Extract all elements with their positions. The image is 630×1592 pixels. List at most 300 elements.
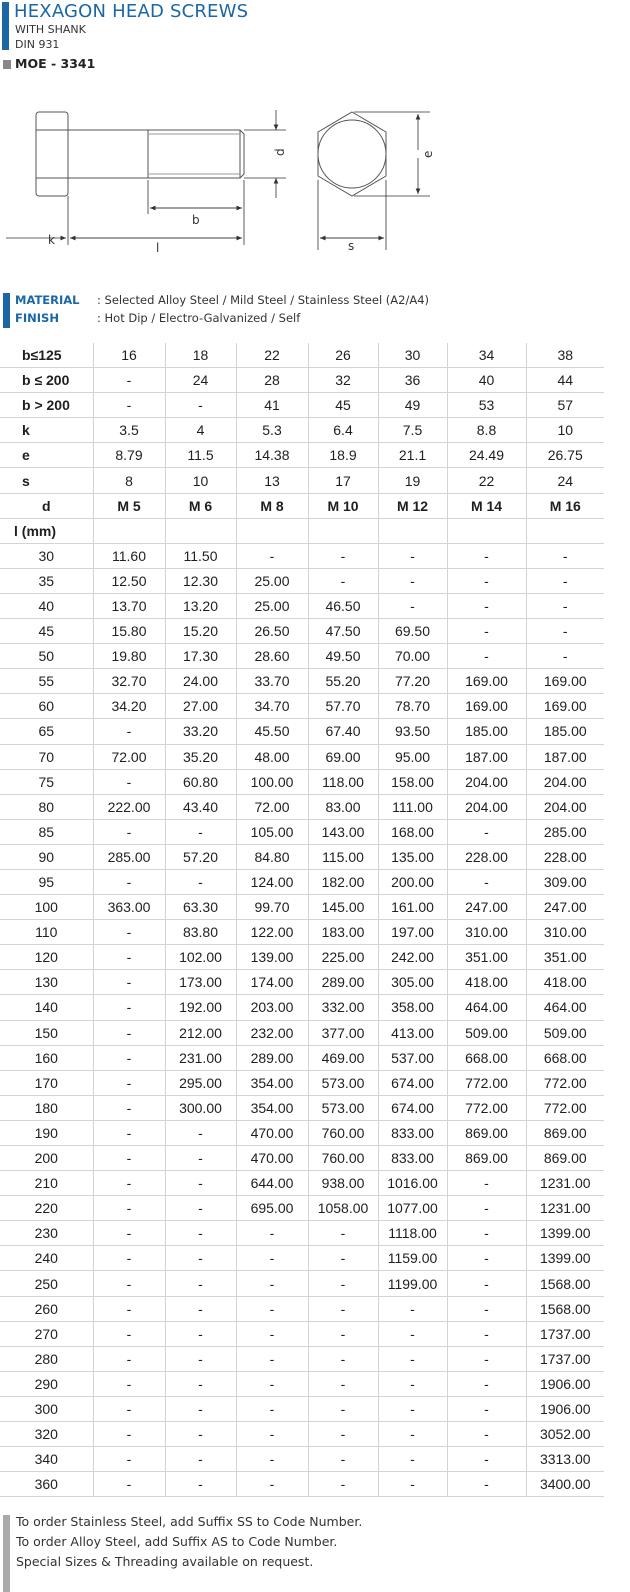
table-cell: -	[308, 1321, 378, 1346]
param-row	[0, 418, 604, 443]
table-cell: -	[93, 970, 165, 995]
table-cell: 34.70	[236, 694, 308, 719]
table-cell	[526, 518, 604, 543]
table-cell: 377.00	[308, 1020, 378, 1045]
table-cell: 17	[308, 468, 378, 493]
table-cell: 36	[378, 368, 447, 393]
table-cell: 24.00	[165, 669, 236, 694]
table-cell: -	[165, 1221, 236, 1246]
table-row	[0, 794, 604, 819]
table-cell: 30	[378, 343, 447, 368]
table-cell: 70.00	[378, 644, 447, 669]
side-view	[36, 112, 244, 196]
table-cell: -	[447, 869, 526, 894]
table-cell: -	[93, 769, 165, 794]
table-row	[0, 1396, 604, 1421]
table-cell: 470.00	[236, 1120, 308, 1145]
row-label: k	[0, 418, 93, 443]
table-cell: -	[447, 1271, 526, 1296]
row-label: 30	[0, 543, 93, 568]
table-cell: -	[93, 1246, 165, 1271]
table-cell: -	[447, 1196, 526, 1221]
spec-block	[0, 293, 630, 329]
table-cell: 25.00	[236, 568, 308, 593]
table-cell: 4	[165, 418, 236, 443]
table-row	[0, 619, 604, 644]
table-row	[0, 1171, 604, 1196]
table-cell: 1077.00	[378, 1196, 447, 1221]
table-cell: -	[447, 593, 526, 618]
table-cell	[93, 518, 165, 543]
table-cell: M 12	[378, 493, 447, 518]
table-cell: 289.00	[308, 970, 378, 995]
table-cell: 169.00	[447, 694, 526, 719]
table-cell: 45	[308, 393, 378, 418]
table-cell: -	[308, 1271, 378, 1296]
dimension-price-table	[0, 343, 604, 1497]
table-cell: -	[447, 1396, 526, 1421]
table-cell: 668.00	[447, 1045, 526, 1070]
table-cell: 674.00	[378, 1070, 447, 1095]
dim-e-label: e	[421, 150, 435, 158]
table-cell: 1399.00	[526, 1221, 604, 1246]
table-cell: -	[93, 1095, 165, 1120]
table-row	[0, 543, 604, 568]
table-cell: -	[447, 1422, 526, 1447]
table-cell: M 10	[308, 493, 378, 518]
table-cell: 24.49	[447, 443, 526, 468]
table-cell: 3052.00	[526, 1422, 604, 1447]
material-value: : Selected Alloy Steel / Mild Steel / Stainless Steel (A2/A4)	[97, 293, 430, 307]
row-label: 220	[0, 1196, 93, 1221]
table-row	[0, 1221, 604, 1246]
note-stainless: To order Stainless Steel, add Suffix SS to Code Number.	[16, 1514, 363, 1529]
table-cell	[447, 518, 526, 543]
row-label: 280	[0, 1346, 93, 1371]
table-cell: 11.5	[165, 443, 236, 468]
finish-label: FINISH	[15, 311, 59, 325]
table-cell: -	[447, 819, 526, 844]
dim-l-label: l	[156, 241, 160, 255]
table-cell: 28.60	[236, 644, 308, 669]
subtitle-standard: DIN 931	[15, 38, 60, 51]
table-cell: -	[93, 1171, 165, 1196]
table-cell: 49.50	[308, 644, 378, 669]
table-cell: 44	[526, 368, 604, 393]
table-cell: 351.00	[447, 945, 526, 970]
table-cell: -	[165, 869, 236, 894]
table-cell: 573.00	[308, 1095, 378, 1120]
table-cell: 470.00	[236, 1146, 308, 1171]
table-cell: -	[93, 368, 165, 393]
table-cell: 464.00	[526, 995, 604, 1020]
row-label: 260	[0, 1296, 93, 1321]
table-cell: -	[93, 1472, 165, 1497]
table-cell: -	[308, 1396, 378, 1421]
finish-value: : Hot Dip / Electro-Galvanized / Self	[97, 311, 301, 325]
row-label: 130	[0, 970, 93, 995]
table-cell: 139.00	[236, 945, 308, 970]
table-cell: -	[93, 1120, 165, 1145]
table-cell: 833.00	[378, 1146, 447, 1171]
table-cell: -	[93, 719, 165, 744]
table-cell: 772.00	[526, 1070, 604, 1095]
table-cell: 22	[236, 343, 308, 368]
table-cell: -	[165, 1196, 236, 1221]
table-cell: 60.80	[165, 769, 236, 794]
table-cell: 13.70	[93, 593, 165, 618]
table-cell: 169.00	[447, 669, 526, 694]
table-cell: 247.00	[526, 895, 604, 920]
table-cell: 305.00	[378, 970, 447, 995]
row-label: 35	[0, 568, 93, 593]
table-cell: -	[236, 543, 308, 568]
table-cell: 204.00	[447, 794, 526, 819]
table-cell: 95.00	[378, 744, 447, 769]
table-cell: 8.79	[93, 443, 165, 468]
table-cell: -	[93, 869, 165, 894]
table-cell: 32	[308, 368, 378, 393]
table-cell: -	[447, 1321, 526, 1346]
table-row	[0, 1371, 604, 1396]
table-cell: 413.00	[378, 1020, 447, 1045]
table-cell: 8	[93, 468, 165, 493]
table-cell: -	[93, 1396, 165, 1421]
table-cell: -	[165, 1472, 236, 1497]
table-row	[0, 1146, 604, 1171]
table-cell: 83.80	[165, 920, 236, 945]
row-label: 100	[0, 895, 93, 920]
row-label: 50	[0, 644, 93, 669]
table-cell: 185.00	[526, 719, 604, 744]
table-cell: -	[236, 1321, 308, 1346]
table-cell: -	[165, 1346, 236, 1371]
table-row	[0, 945, 604, 970]
table-cell: 3.5	[93, 418, 165, 443]
table-cell: -	[378, 568, 447, 593]
table-cell: 418.00	[526, 970, 604, 995]
table-cell: 84.80	[236, 844, 308, 869]
screw-technical-drawing	[0, 100, 630, 260]
table-cell: 225.00	[308, 945, 378, 970]
table-cell: 18.9	[308, 443, 378, 468]
table-cell: -	[93, 1296, 165, 1321]
table-cell: 99.70	[236, 895, 308, 920]
table-cell: -	[93, 1422, 165, 1447]
table-cell: 1906.00	[526, 1396, 604, 1421]
table-cell: -	[93, 1371, 165, 1396]
table-cell: -	[93, 393, 165, 418]
table-cell: 122.00	[236, 920, 308, 945]
table-cell: -	[93, 920, 165, 945]
table-cell: -	[308, 1371, 378, 1396]
table-cell: 40	[447, 368, 526, 393]
size-header-row	[0, 493, 604, 518]
table-cell: -	[93, 1020, 165, 1045]
table-cell: 34	[447, 343, 526, 368]
table-cell: -	[447, 619, 526, 644]
table-row	[0, 1070, 604, 1095]
table-cell: 34.20	[93, 694, 165, 719]
table-cell: 115.00	[308, 844, 378, 869]
table-cell: -	[447, 1171, 526, 1196]
table-cell: 53	[447, 393, 526, 418]
table-cell: -	[447, 1296, 526, 1321]
table-cell: -	[308, 1422, 378, 1447]
table-cell: -	[378, 1447, 447, 1472]
table-cell: 105.00	[236, 819, 308, 844]
row-label: 170	[0, 1070, 93, 1095]
table-cell: 143.00	[308, 819, 378, 844]
table-cell: 644.00	[236, 1171, 308, 1196]
table-cell: 19.80	[93, 644, 165, 669]
table-cell: 573.00	[308, 1070, 378, 1095]
param-row	[0, 468, 604, 493]
table-row	[0, 920, 604, 945]
param-row	[0, 393, 604, 418]
table-cell: 1737.00	[526, 1346, 604, 1371]
table-cell: 33.70	[236, 669, 308, 694]
row-label: 340	[0, 1447, 93, 1472]
table-cell: 464.00	[447, 995, 526, 1020]
table-cell: -	[236, 1422, 308, 1447]
title-accent-bar	[2, 2, 9, 50]
row-label: e	[0, 443, 93, 468]
table-row	[0, 995, 604, 1020]
table-cell: 185.00	[447, 719, 526, 744]
notes-accent-bar	[3, 1515, 10, 1592]
row-label: 210	[0, 1171, 93, 1196]
table-cell: -	[165, 1321, 236, 1346]
table-cell	[236, 518, 308, 543]
table-cell: -	[236, 1221, 308, 1246]
table-cell: 48.00	[236, 744, 308, 769]
table-cell: 69.00	[308, 744, 378, 769]
table-cell: 222.00	[93, 794, 165, 819]
table-row	[0, 1422, 604, 1447]
table-cell: -	[165, 1271, 236, 1296]
table-cell: -	[93, 1045, 165, 1070]
param-row	[0, 343, 604, 368]
table-cell: 289.00	[236, 1045, 308, 1070]
table-cell: -	[93, 1221, 165, 1246]
table-cell: -	[165, 1171, 236, 1196]
row-label: 90	[0, 844, 93, 869]
table-cell: 1906.00	[526, 1371, 604, 1396]
table-row	[0, 1447, 604, 1472]
table-cell: 111.00	[378, 794, 447, 819]
table-cell: 187.00	[526, 744, 604, 769]
table-cell: 26.75	[526, 443, 604, 468]
table-cell: -	[165, 1422, 236, 1447]
table-cell: 204.00	[447, 769, 526, 794]
row-label: 300	[0, 1396, 93, 1421]
table-cell: 310.00	[447, 920, 526, 945]
table-cell: -	[308, 1246, 378, 1271]
table-cell: 228.00	[526, 844, 604, 869]
table-row	[0, 1246, 604, 1271]
table-cell: 24	[165, 368, 236, 393]
table-cell: 16	[93, 343, 165, 368]
table-cell: 351.00	[526, 945, 604, 970]
table-cell: 174.00	[236, 970, 308, 995]
table-cell: -	[236, 1371, 308, 1396]
table-row	[0, 844, 604, 869]
table-cell: 41	[236, 393, 308, 418]
table-cell: 124.00	[236, 869, 308, 894]
row-label: 200	[0, 1146, 93, 1171]
table-row	[0, 1196, 604, 1221]
row-label: l (mm)	[0, 518, 93, 543]
table-cell: M 8	[236, 493, 308, 518]
table-cell: 869.00	[447, 1146, 526, 1171]
table-cell: 247.00	[447, 895, 526, 920]
table-cell: -	[165, 1396, 236, 1421]
table-cell: 285.00	[93, 844, 165, 869]
table-cell: 135.00	[378, 844, 447, 869]
table-cell: -	[526, 543, 604, 568]
table-cell: 35.20	[165, 744, 236, 769]
table-cell: -	[93, 1070, 165, 1095]
table-cell: 869.00	[447, 1120, 526, 1145]
table-cell: -	[447, 543, 526, 568]
table-cell: 182.00	[308, 869, 378, 894]
table-cell: -	[447, 1371, 526, 1396]
table-cell: -	[447, 1346, 526, 1371]
table-cell: 212.00	[165, 1020, 236, 1045]
table-row	[0, 719, 604, 744]
row-label: 110	[0, 920, 93, 945]
table-cell: 145.00	[308, 895, 378, 920]
table-cell: 78.70	[378, 694, 447, 719]
table-cell: 169.00	[526, 694, 604, 719]
table-cell: 100.00	[236, 769, 308, 794]
table-row	[0, 1296, 604, 1321]
table-cell: -	[165, 1120, 236, 1145]
table-cell: 25.00	[236, 593, 308, 618]
table-cell: -	[526, 568, 604, 593]
table-cell: -	[526, 593, 604, 618]
table-cell: -	[236, 1296, 308, 1321]
table-cell: 57.70	[308, 694, 378, 719]
end-view	[318, 112, 430, 250]
table-cell: 10	[165, 468, 236, 493]
table-cell: 232.00	[236, 1020, 308, 1045]
table-cell: 772.00	[447, 1095, 526, 1120]
table-row	[0, 895, 604, 920]
table-cell: 509.00	[526, 1020, 604, 1045]
table-cell: 118.00	[308, 769, 378, 794]
row-label: 140	[0, 995, 93, 1020]
table-cell	[165, 518, 236, 543]
table-row	[0, 694, 604, 719]
row-label: 80	[0, 794, 93, 819]
table-cell: -	[165, 819, 236, 844]
table-cell: -	[93, 1321, 165, 1346]
table-cell: 354.00	[236, 1095, 308, 1120]
table-cell: 169.00	[526, 669, 604, 694]
table-cell: 6.4	[308, 418, 378, 443]
table-cell: 469.00	[308, 1045, 378, 1070]
row-label: 180	[0, 1095, 93, 1120]
note-alloy: To order Alloy Steel, add Suffix AS to Code Number.	[16, 1534, 338, 1549]
table-cell: 93.50	[378, 719, 447, 744]
table-cell: -	[308, 1447, 378, 1472]
table-cell: 760.00	[308, 1146, 378, 1171]
table-cell: -	[308, 1472, 378, 1497]
table-cell: -	[526, 644, 604, 669]
row-label: 250	[0, 1271, 93, 1296]
table-cell: -	[447, 568, 526, 593]
row-label: s	[0, 468, 93, 493]
table-cell: 668.00	[526, 1045, 604, 1070]
row-label: 85	[0, 819, 93, 844]
table-row	[0, 1321, 604, 1346]
row-label: 290	[0, 1371, 93, 1396]
table-cell: -	[165, 1447, 236, 1472]
table-cell: -	[236, 1246, 308, 1271]
table-cell: 15.80	[93, 619, 165, 644]
header	[0, 0, 630, 75]
table-cell: 77.20	[378, 669, 447, 694]
table-cell: 57	[526, 393, 604, 418]
table-cell: 3400.00	[526, 1472, 604, 1497]
table-cell: -	[308, 1296, 378, 1321]
table-cell: 310.00	[526, 920, 604, 945]
table-cell: 1568.00	[526, 1271, 604, 1296]
table-cell: -	[526, 619, 604, 644]
table-cell: -	[447, 1246, 526, 1271]
table-cell: 358.00	[378, 995, 447, 1020]
table-cell: -	[93, 945, 165, 970]
table-cell: 72.00	[236, 794, 308, 819]
row-label: b > 200	[0, 393, 93, 418]
table-cell: 72.00	[93, 744, 165, 769]
table-row	[0, 869, 604, 894]
table-cell: 8.8	[447, 418, 526, 443]
table-row	[0, 1271, 604, 1296]
table-cell: -	[378, 543, 447, 568]
table-cell: 3313.00	[526, 1447, 604, 1472]
table-cell: 363.00	[93, 895, 165, 920]
table-cell: 1058.00	[308, 1196, 378, 1221]
table-row	[0, 644, 604, 669]
row-label: 120	[0, 945, 93, 970]
table-cell: 27.00	[165, 694, 236, 719]
table-cell: 509.00	[447, 1020, 526, 1045]
row-label: 320	[0, 1422, 93, 1447]
table-cell: 38	[526, 343, 604, 368]
table-cell: 13.20	[165, 593, 236, 618]
table-cell: 17.30	[165, 644, 236, 669]
table-cell: 309.00	[526, 869, 604, 894]
table-row	[0, 1120, 604, 1145]
table-cell: 11.60	[93, 543, 165, 568]
table-cell: -	[165, 1246, 236, 1271]
table-cell: -	[447, 1221, 526, 1246]
table-cell: -	[93, 1346, 165, 1371]
row-label: 270	[0, 1321, 93, 1346]
row-label: 190	[0, 1120, 93, 1145]
table-row	[0, 593, 604, 618]
table-cell: 67.40	[308, 719, 378, 744]
row-label: 40	[0, 593, 93, 618]
material-label: MATERIAL	[15, 293, 80, 307]
table-cell: -	[447, 644, 526, 669]
table-cell: 12.50	[93, 568, 165, 593]
table-cell: 332.00	[308, 995, 378, 1020]
table-cell: 183.00	[308, 920, 378, 945]
